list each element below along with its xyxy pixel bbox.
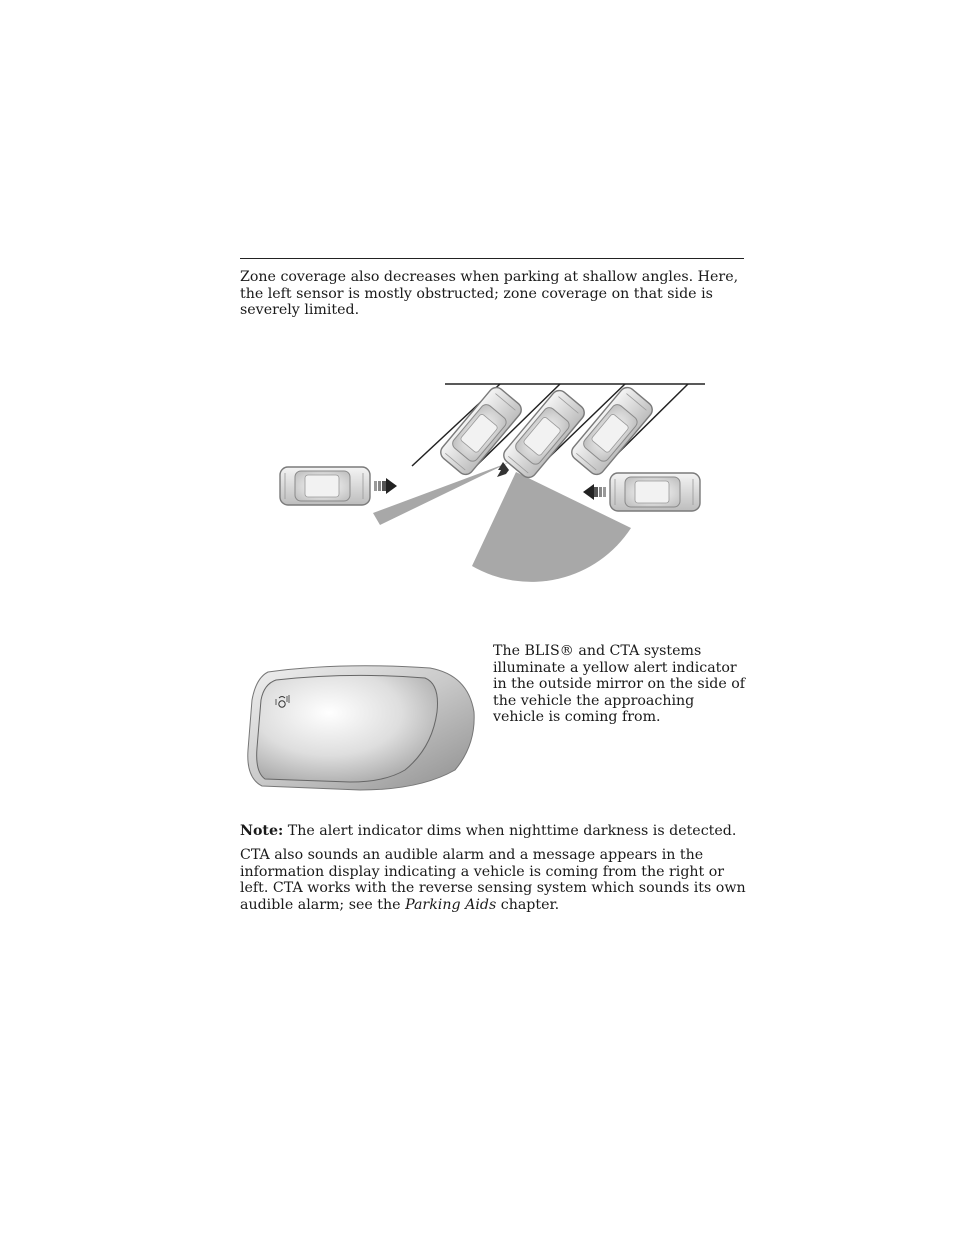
- car-icon: [610, 473, 700, 511]
- intro-paragraph: Zone coverage also decreases when parking at shallow angles. Here, the left sensor is mostly obstructed; zone coverage on that side is severely limited.: [240, 269, 739, 319]
- parking-aids-reference: Parking Aids: [405, 896, 497, 913]
- note-paragraph: [240, 823, 750, 840]
- car-icon: [280, 467, 370, 505]
- arrow-left-icon: [583, 484, 606, 500]
- arrow-right-icon: [374, 478, 397, 494]
- mirror-description: The BLIS® and CTA systems illuminate a yellow alert indicator in the outside mirror on the side of the vehicle the approaching vehicle is coming from.: [493, 643, 746, 726]
- note-label: Note:: [240, 823, 284, 839]
- cta-paragraph: [240, 847, 750, 913]
- side-mirror-illustration: [245, 660, 477, 795]
- sensor-zone-icon: [472, 472, 631, 582]
- angled-parking-diagram: [270, 378, 720, 588]
- note-text: The alert indicator dims when nighttime darkness is detected.: [283, 823, 737, 839]
- car-icon: [569, 384, 656, 477]
- cta-text-before: CTA also sounds an audible alarm and a message appears in the information display indicating a vehicle is coming from the right or left. CTA works with the reverse sensing system which sounds its own audible alarm; see the: [240, 847, 746, 913]
- cta-text-after: chapter.: [496, 896, 560, 913]
- sensor-zone-icon: [373, 462, 510, 525]
- top-rule: [240, 258, 744, 259]
- arrow-down-left-icon: [497, 462, 509, 477]
